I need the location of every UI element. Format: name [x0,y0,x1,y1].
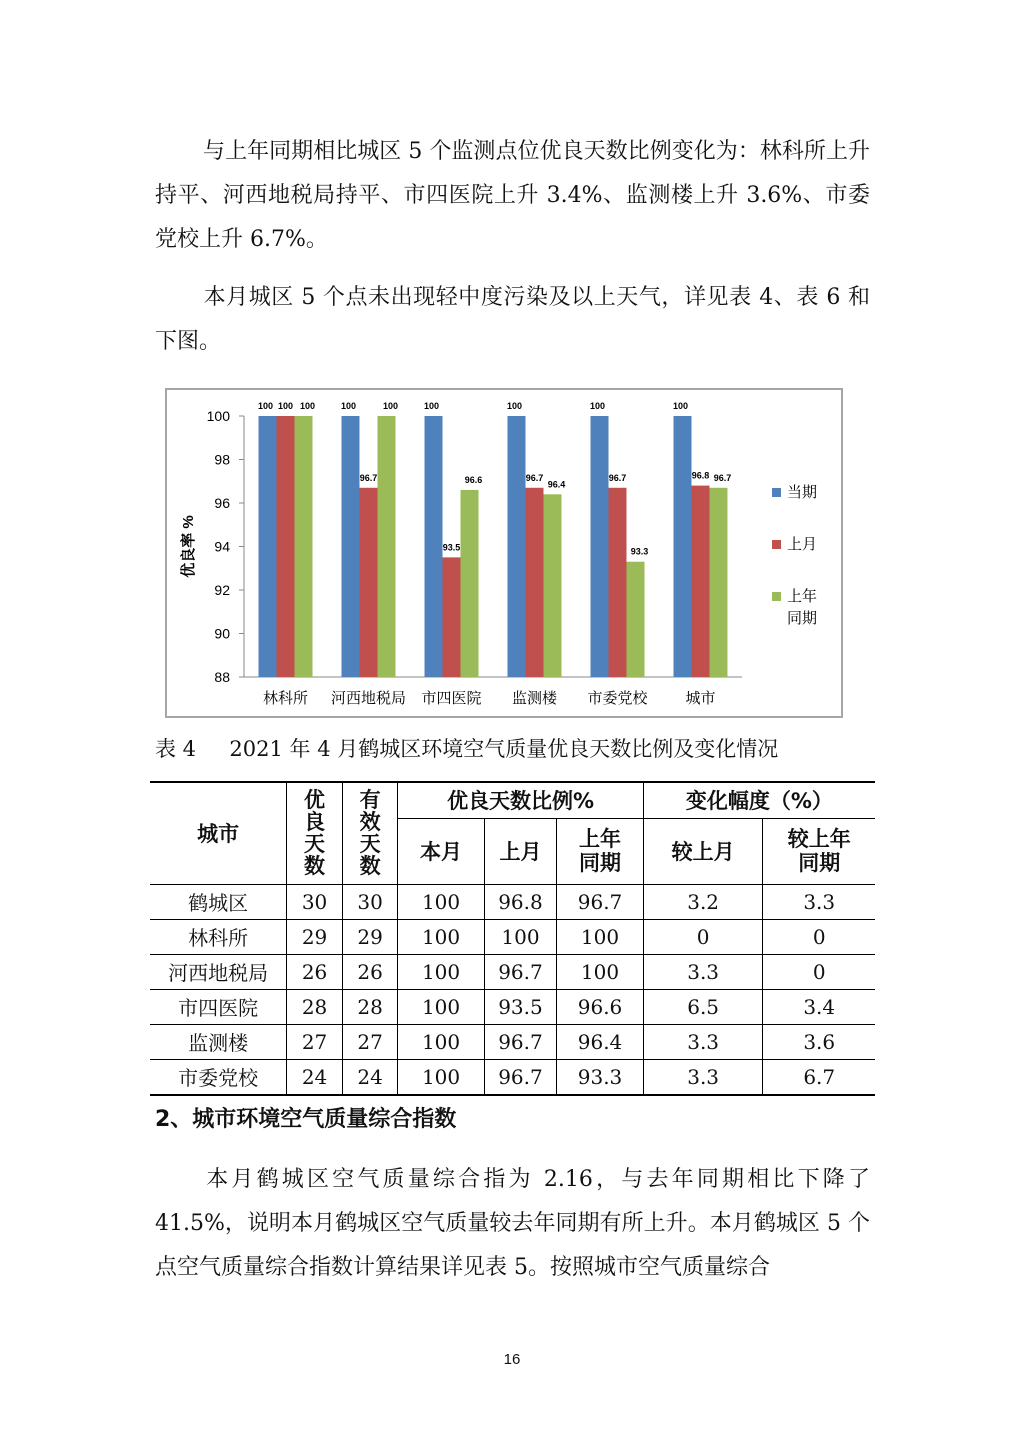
data-label: 100 [506,401,523,411]
y-tick-label: 88 [214,669,230,685]
cell-valid-days: 26 [342,954,398,989]
data-label: 100 [672,401,689,411]
header-vs-last-year-text: 较上年同期 [787,827,851,875]
paragraph-composite-index [155,1158,870,1290]
cell-last-month: 96.7 [484,1024,557,1059]
bar [443,557,461,677]
cell-vs-last-year: 0 [763,954,875,989]
header-vs-last-month: 较上月 [643,818,763,884]
cell-last-year: 96.6 [557,989,644,1024]
cell-vs-last-month: 3.3 [643,1024,763,1059]
cell-city: 监测楼 [150,1024,287,1059]
table-row [150,919,875,954]
cell-this-month: 100 [398,919,484,954]
data-label: 96.7 [525,472,544,483]
y-tick-label: 92 [214,582,230,598]
cell-vs-last-year: 3.6 [763,1024,875,1059]
page-number: 16 [503,1351,521,1368]
x-tick-label: 市四医院 [421,690,482,707]
cell-last-month: 96.8 [484,884,557,919]
x-tick-label: 城市 [685,690,716,707]
header-vs-last-year [763,818,875,884]
data-label: 100 [277,401,294,411]
data-label: 93.3 [630,546,649,557]
y-tick-label: 94 [214,538,230,555]
cell-this-month: 100 [398,989,484,1024]
x-tick-label: 河西地税局 [330,690,407,707]
x-tick-label: 市委党校 [587,690,648,707]
bar [360,488,378,677]
legend-swatch [772,540,781,549]
table-row [150,884,875,919]
data-label: 100 [257,401,274,411]
cell-last-month: 100 [484,919,557,954]
bar [609,488,627,677]
legend-label: 上月 [787,536,818,553]
y-axis-label: 优良率 % [180,515,197,578]
bar [692,486,710,677]
data-label: 96.7 [713,472,732,483]
bar [277,416,295,677]
data-label: 100 [589,401,606,411]
data-label: 93.5 [442,542,461,553]
table-row [150,989,875,1024]
legend-swatch [772,592,781,601]
bar [674,416,692,677]
data-label: 96.6 [464,474,483,485]
cell-valid-days: 24 [342,1059,398,1095]
header-good-days [287,782,343,884]
legend-label: 上年 [787,588,818,605]
paragraph-composite-index-text: 本月鹤城区空气质量综合指为 2.16，与去年同期相比下降了 41.5%，说明本月鹤城区空气质量较去年同期有所上升。本月鹤城区 5 个点空气质量综合指数计算结果详见表 5。按照城市空气质量综合 [155,1167,870,1280]
legend-label: 同期 [787,610,818,627]
data-label: 96.7 [359,472,378,483]
bar [425,416,443,677]
cell-valid-days: 29 [342,919,398,954]
bar [461,490,479,677]
y-tick-label: 98 [214,451,230,468]
cell-this-month: 100 [398,954,484,989]
cell-last-year: 96.7 [557,884,644,919]
cell-city: 市委党校 [150,1059,287,1095]
bar [710,488,728,677]
data-label: 96.8 [691,470,710,481]
bar-chart-svg [167,390,841,716]
cell-valid-days: 28 [342,989,398,1024]
cell-this-month: 100 [398,1059,484,1095]
header-last-year [557,818,644,884]
cell-this-month: 100 [398,884,484,919]
header-ratio-group: 优良天数比例% [398,782,643,818]
cell-city: 市四医院 [150,989,287,1024]
cell-last-month: 93.5 [484,989,557,1024]
bar [544,494,562,677]
bar [627,562,645,677]
bar [295,416,313,677]
bar [591,416,609,677]
bar [378,416,396,677]
bar [508,416,526,677]
table-row [150,1059,875,1095]
cell-vs-last-month: 3.2 [643,884,763,919]
cell-city: 鹤城区 [150,884,287,919]
cell-last-year: 96.4 [557,1024,644,1059]
cell-last-month: 96.7 [484,954,557,989]
table-row [150,1024,875,1059]
paragraph-changes [155,130,870,262]
data-label: 100 [340,401,357,411]
header-valid-days [342,782,398,884]
cell-good-days: 26 [287,954,343,989]
table-row [150,954,875,989]
legend-swatch [772,488,781,497]
section-heading: 2、城市环境空气质量综合指数 [155,1107,457,1132]
paragraph-changes-text: 与上年同期相比城区 5 个监测点位优良天数比例变化为：林科所上升持平、河西地税局持平、市四医院上升 3.4%、监测楼上升 3.6%、市委党校上升 6.7%。 [155,139,870,252]
data-label: 100 [423,401,440,411]
y-tick-label: 96 [214,495,230,511]
x-tick-label: 林科所 [262,690,309,707]
header-good-days-text: 优良天数 [304,788,326,879]
y-tick-label: 90 [214,625,230,642]
cell-good-days: 29 [287,919,343,954]
cell-good-days: 27 [287,1024,343,1059]
cell-valid-days: 30 [342,884,398,919]
cell-vs-last-year: 0 [763,919,875,954]
air-quality-table [150,781,875,1096]
header-valid-days-text: 有效天数 [359,788,381,879]
cell-vs-last-year: 3.3 [763,884,875,919]
header-city: 城市 [150,782,287,884]
x-tick-label: 监测楼 [511,690,558,707]
y-tick-label: 100 [206,408,230,424]
bar [259,416,277,677]
cell-valid-days: 27 [342,1024,398,1059]
cell-vs-last-year: 3.4 [763,989,875,1024]
table-caption: 表 4 2021 年 4 月鹤城区环境空气质量优良天数比例及变化情况 [155,737,779,761]
cell-vs-last-month: 6.5 [643,989,763,1024]
cell-city: 林科所 [150,919,287,954]
bar [526,488,544,677]
legend-label: 当期 [787,484,818,501]
header-this-month: 本月 [398,818,484,884]
header-last-month: 上月 [484,818,557,884]
data-label: 100 [382,401,399,411]
cell-vs-last-month: 0 [643,919,763,954]
bar-chart [165,388,843,718]
header-change-group: 变化幅度（%） [643,782,875,818]
cell-vs-last-month: 3.3 [643,954,763,989]
paragraph-pollution-text: 本月城区 5 个点未出现轻中度污染及以上天气，详见表 4、表 6 和下图。 [155,285,870,354]
data-label: 96.4 [547,479,566,490]
cell-this-month: 100 [398,1024,484,1059]
cell-last-year: 100 [557,954,644,989]
cell-good-days: 28 [287,989,343,1024]
cell-city: 河西地税局 [150,954,287,989]
cell-last-year: 93.3 [557,1059,644,1095]
bar [342,416,360,677]
cell-vs-last-year: 6.7 [763,1059,875,1095]
cell-good-days: 24 [287,1059,343,1095]
paragraph-pollution [155,276,870,364]
cell-last-month: 96.7 [484,1059,557,1095]
cell-good-days: 30 [287,884,343,919]
cell-last-year: 100 [557,919,644,954]
header-last-year-text: 上年同期 [579,827,622,875]
data-label: 100 [299,401,316,411]
data-label: 96.7 [608,472,627,483]
cell-vs-last-month: 3.3 [643,1059,763,1095]
